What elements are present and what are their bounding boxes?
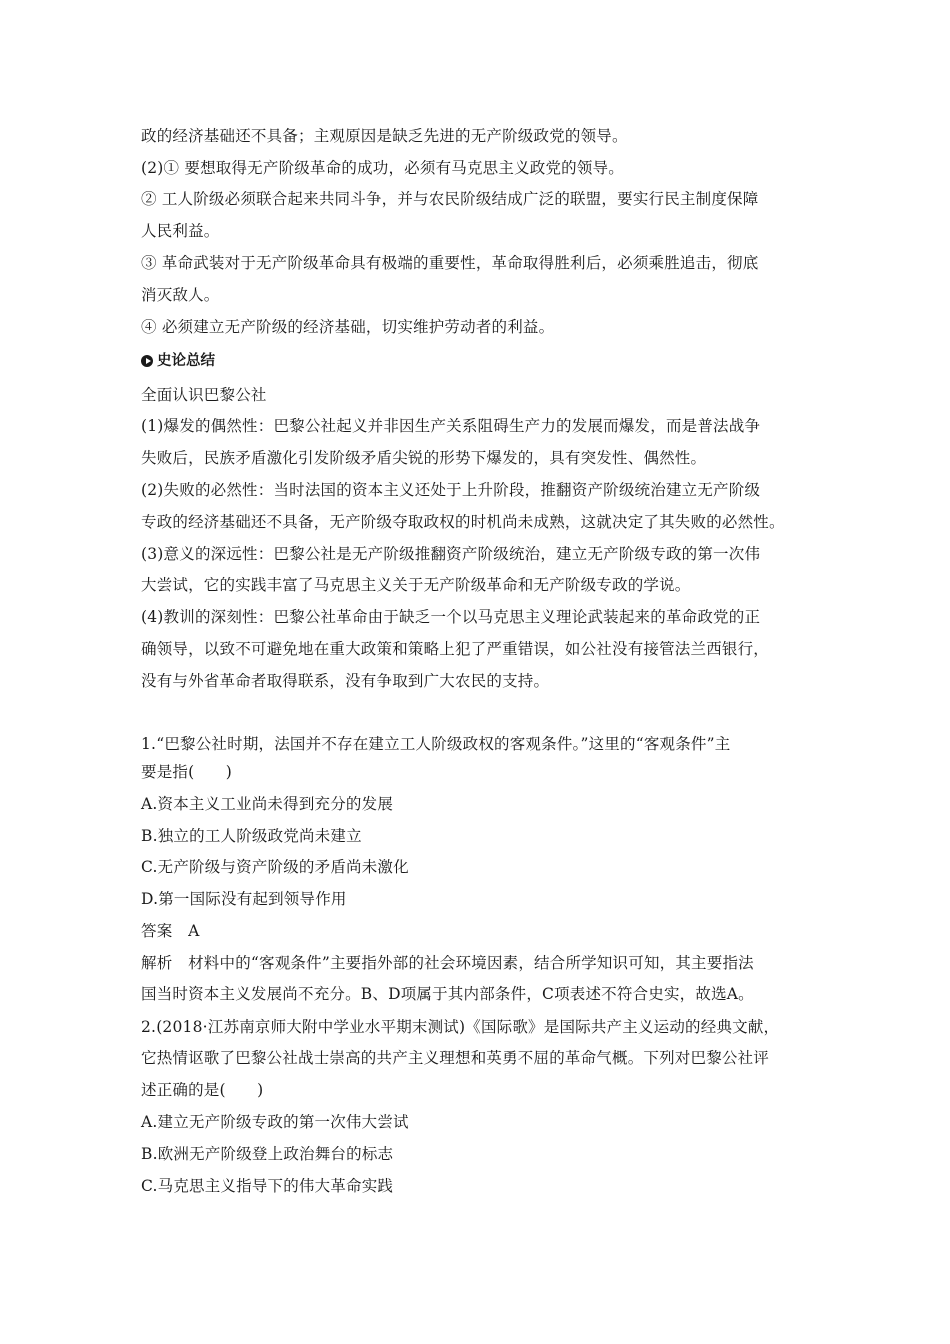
q2-stem-a: 2.(2018·江苏南京师大附中学业水平期末测试)《国际歌》是国际共产主义运动的经典文献，: [141, 1018, 780, 1036]
q1-option-d: D.第一国际没有起到领导作用: [141, 890, 347, 908]
summary-point-3a: (3)意义的深远性：巴黎公社是无产阶级推翻资产阶级统治，建立无产阶级专政的第一次伟: [141, 545, 761, 563]
summary-point-2b: 专政的经济基础还不具备，无产阶级夺取政权的时机尚未成熟，这就决定了其失败的必然性。: [141, 513, 785, 531]
summary-point-4b: 确领导，以致不可避免地在重大政策和策略上犯了严重错误，如公社没有接管法兰西银行，: [141, 640, 770, 658]
summary-point-4a: (4)教训的深刻性：巴黎公社革命由于缺乏一个以马克思主义理论武装起来的革命政党的正: [141, 608, 761, 626]
q1-answer: 答案 A: [141, 922, 200, 940]
intro-line-6: 消灭敌人。: [141, 286, 220, 304]
summary-point-1b: 失败后，民族矛盾激化引发阶级矛盾尖锐的形势下爆发的，具有突发性、偶然性。: [141, 449, 707, 467]
section-heading-text: 史论总结: [157, 353, 215, 369]
summary-point-1a: (1)爆发的偶然性：巴黎公社起义并非因生产关系阻碍生产力的发展而爆发，而是普法战争: [141, 417, 761, 435]
intro-line-2: (2)① 要想取得无产阶级革命的成功，必须有马克思主义政党的领导。: [141, 159, 624, 177]
q2-option-a: A.建立无产阶级专政的第一次伟大尝试: [141, 1113, 409, 1131]
summary-point-4c: 没有与外省革命者取得联系，没有争取到广大农民的支持。: [141, 672, 550, 690]
q1-analysis-a: 解析 材料中的“客观条件”主要指外部的社会环境因素，结合所学知识可知，其主要指法: [141, 954, 754, 972]
play-circle-icon: [141, 355, 153, 367]
q2-option-b: B.欧洲无产阶级登上政治舞台的标志: [141, 1145, 394, 1163]
intro-line-1: 政的经济基础还不具备；主观原因是缺乏先进的无产阶级政党的领导。: [141, 127, 628, 145]
summary-point-2a: (2)失败的必然性：当时法国的资本主义还处于上升阶段，推翻资产阶级统治建立无产阶级: [141, 481, 761, 499]
q2-stem-b: 它热情讴歌了巴黎公社战士崇高的共产主义理想和英勇不屈的革命气概。下列对巴黎公社评: [141, 1049, 770, 1067]
section-heading: [141, 351, 215, 371]
summary-subtitle: 全面认识巴黎公社: [141, 386, 267, 404]
intro-line-5: ③ 革命武装对于无产阶级革命具有极端的重要性，革命取得胜利后，必须乘胜追击，彻底: [141, 254, 759, 272]
q1-option-a: A.资本主义工业尚未得到充分的发展: [141, 795, 394, 813]
intro-line-3: ② 工人阶级必须联合起来共同斗争，并与农民阶级结成广泛的联盟，要实行民主制度保障: [141, 190, 759, 208]
q1-option-b: B.独立的工人阶级政党尚未建立: [141, 827, 362, 845]
q1-analysis-b: 国当时资本主义发展尚不充分。B、D项属于其内部条件，C项表述不符合史实，故选A。: [141, 985, 754, 1003]
q2-stem-c: 述正确的是( ): [141, 1081, 264, 1099]
intro-line-7: ④ 必须建立无产阶级的经济基础，切实维护劳动者的利益。: [141, 318, 555, 336]
q1-stem-b: 要是指( ): [141, 763, 232, 781]
summary-point-3b: 大尝试，它的实践丰富了马克思主义关于无产阶级革命和无产阶级专政的学说。: [141, 576, 691, 594]
q1-stem-a: 1.“巴黎公社时期，法国并不存在建立工人阶级政权的客观条件。”这里的“客观条件”主: [141, 735, 731, 753]
intro-line-4: 人民利益。: [141, 222, 220, 240]
q1-option-c: C.无产阶级与资产阶级的矛盾尚未激化: [141, 858, 409, 876]
q2-option-c: C.马克思主义指导下的伟大革命实践: [141, 1177, 394, 1195]
